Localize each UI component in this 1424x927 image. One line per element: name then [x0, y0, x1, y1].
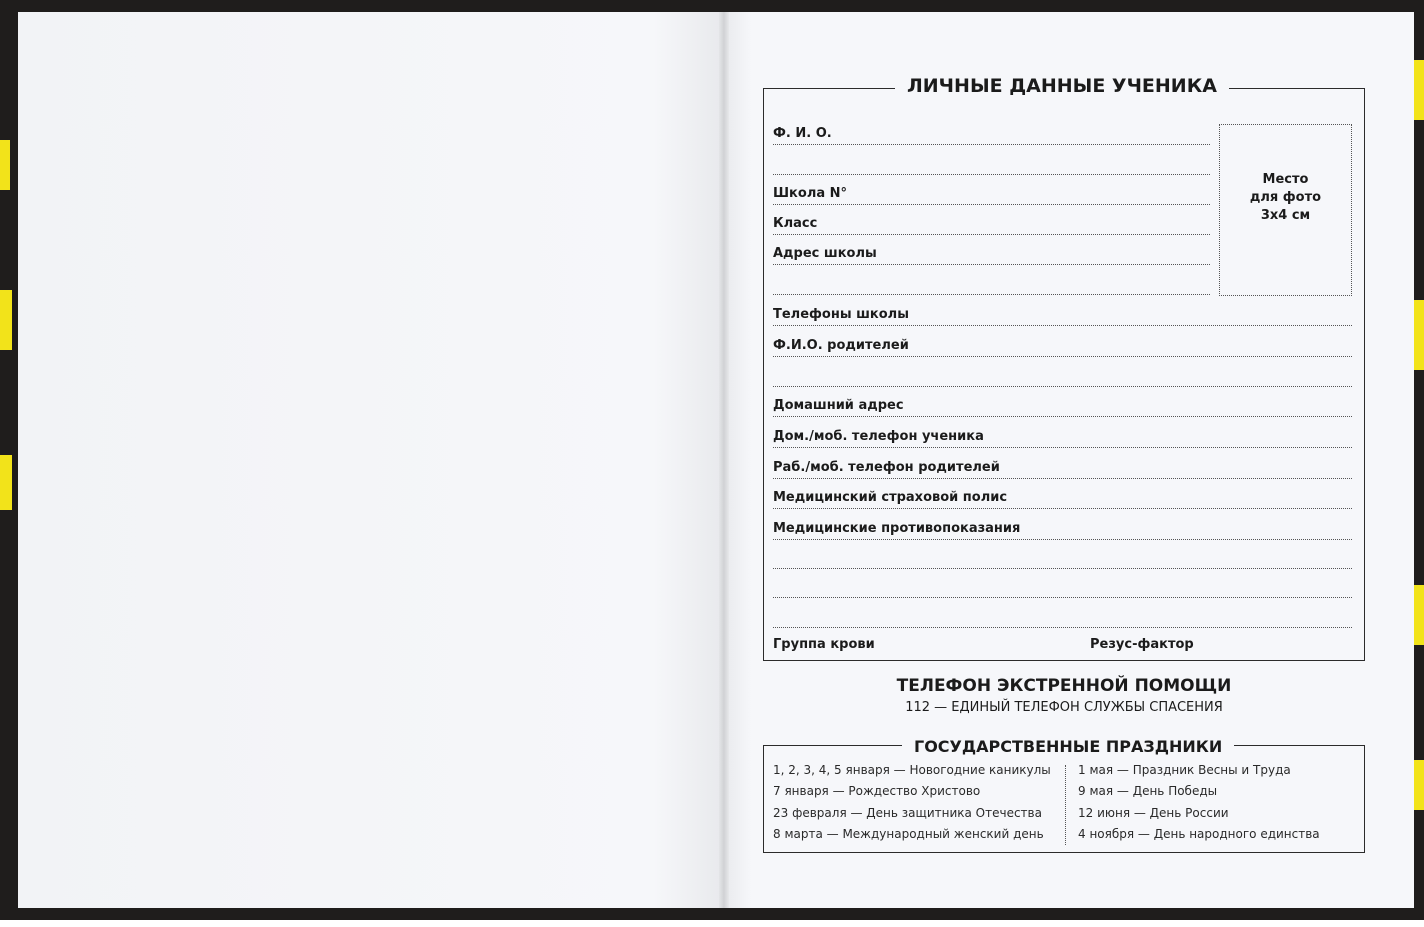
photo-placeholder — [1219, 124, 1352, 296]
parents-fio-label: Ф.И.О. родителей — [773, 338, 909, 353]
school-address-label: Адрес школы — [773, 246, 877, 261]
contraindications-label: Медицинские противопоказания — [773, 521, 1021, 536]
fio-line-2[interactable] — [773, 174, 1210, 175]
parents-phone-line[interactable] — [773, 478, 1352, 479]
school-address-line-2[interactable] — [773, 294, 1210, 295]
class-label: Класс — [773, 216, 818, 231]
cover-pattern-right-4 — [1414, 760, 1424, 810]
rh-factor-label: Резус-фактор — [1090, 637, 1194, 652]
home-address-line[interactable] — [773, 416, 1352, 417]
school-phones-label: Телефоны школы — [773, 307, 909, 322]
school-address-line[interactable] — [773, 264, 1210, 265]
contraindications-line-3[interactable] — [773, 597, 1352, 598]
personal-data-title: ЛИЧНЫЕ ДАННЫЕ УЧЕНИКА — [895, 74, 1229, 98]
emergency-title: ТЕЛЕФОН ЭКСТРЕННОЙ ПОМОЩИ — [896, 676, 1232, 696]
holidays-divider — [1065, 765, 1066, 845]
contraindications-line-2[interactable] — [773, 568, 1352, 569]
cover-pattern-right-1 — [1414, 60, 1424, 120]
left-page — [18, 12, 724, 908]
cover-pattern-left-3 — [0, 455, 12, 510]
contraindications-line[interactable] — [773, 539, 1352, 540]
school-phones-line[interactable] — [773, 325, 1352, 326]
holiday-left-4: 8 марта — Международный женский день — [773, 827, 1044, 841]
cover-pattern-right-2 — [1414, 300, 1424, 370]
emergency-subtitle: 112 — ЕДИНЫЙ ТЕЛЕФОН СЛУЖБЫ СПАСЕНИЯ — [905, 700, 1223, 715]
fio-line[interactable] — [773, 144, 1210, 145]
holiday-right-2: 9 мая — День Победы — [1078, 784, 1218, 798]
cover-pattern-left-2 — [0, 290, 12, 350]
parents-phone-label: Раб./моб. телефон родителей — [773, 460, 1000, 475]
cover-pattern-right-3 — [1414, 585, 1424, 645]
home-address-label: Домашний адрес — [773, 398, 904, 413]
blood-group-label: Группа крови — [773, 637, 875, 652]
holiday-left-2: 7 января — Рождество Христово — [773, 784, 981, 798]
school-label: Школа N° — [773, 186, 848, 201]
school-line[interactable] — [773, 204, 1210, 205]
holiday-right-4: 4 ноября — День народного единства — [1078, 827, 1320, 841]
student-phone-label: Дом./моб. телефон ученика — [773, 429, 984, 444]
holiday-right-1: 1 мая — Праздник Весны и Труда — [1078, 763, 1291, 777]
cover-pattern-left-1 — [0, 140, 10, 190]
holiday-right-3: 12 июня — День России — [1078, 806, 1229, 820]
photo-label-line3: 3х4 см — [1260, 208, 1311, 223]
insurance-line[interactable] — [773, 508, 1352, 509]
class-line[interactable] — [773, 234, 1210, 235]
insurance-label: Медицинский страховой полис — [773, 490, 1008, 505]
holidays-title: ГОСУДАРСТВЕННЫЕ ПРАЗДНИКИ — [902, 737, 1234, 757]
holiday-left-1: 1, 2, 3, 4, 5 января — Новогодние каникулы — [773, 763, 1051, 777]
photo-label-line2: для фото — [1249, 190, 1322, 205]
parents-fio-line-2[interactable] — [773, 386, 1352, 387]
parents-fio-line[interactable] — [773, 356, 1352, 357]
holiday-left-3: 23 февраля — День защитника Отечества — [773, 806, 1042, 820]
photo-label-line1: Место — [1262, 172, 1309, 187]
student-phone-line[interactable] — [773, 447, 1352, 448]
fio-label: Ф. И. О. — [773, 126, 832, 141]
book-spine — [719, 12, 729, 908]
contraindications-line-4[interactable] — [773, 627, 1352, 628]
